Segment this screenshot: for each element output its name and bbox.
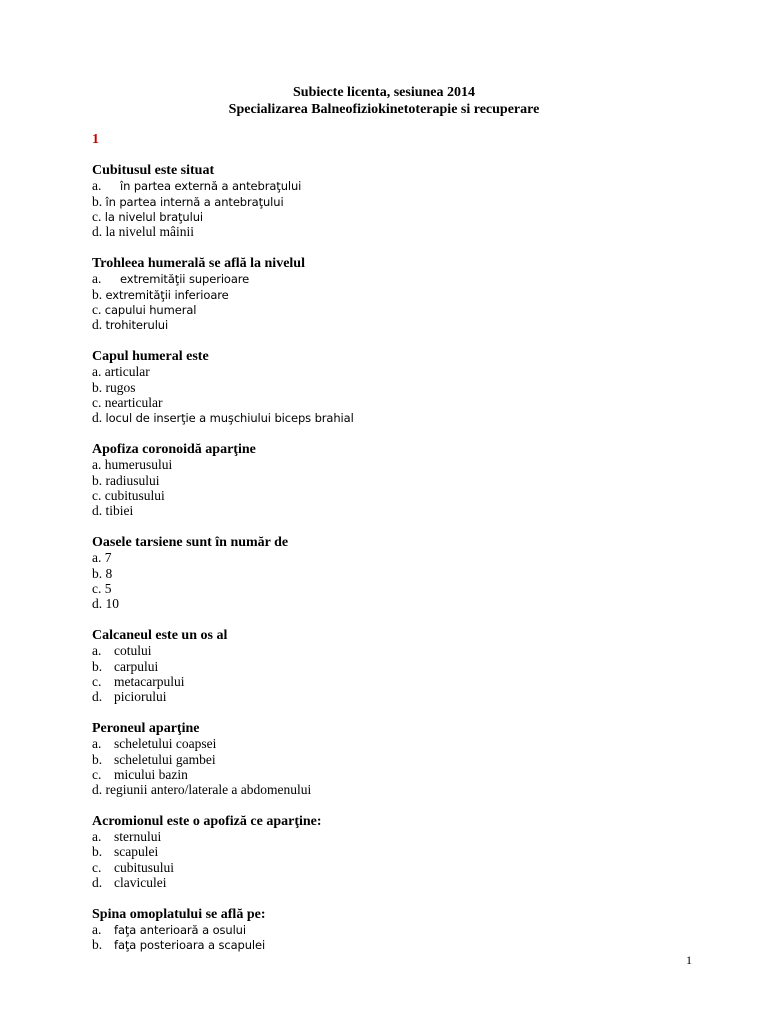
option-item xyxy=(92,736,712,751)
option-text: trohiterului xyxy=(105,318,169,333)
option-text: scheletului gambei xyxy=(114,751,216,767)
option-letter: c. xyxy=(92,208,102,224)
option-text: metacarpului xyxy=(114,673,185,689)
option-text: extremităţii superioare xyxy=(120,272,250,287)
option-text: faţa anterioară a osului xyxy=(114,923,246,938)
option-list xyxy=(92,829,712,890)
option-text: extremităţii inferioare xyxy=(105,287,229,302)
option-item xyxy=(92,596,712,611)
option-letter: b. xyxy=(92,751,103,767)
question-8 xyxy=(92,814,712,890)
question-title: Oasele tarsiene sunt în număr de xyxy=(92,534,289,550)
option-letter: b. xyxy=(92,193,103,209)
option-text: în partea internă a antebraţului xyxy=(105,194,284,209)
option-letter: d. xyxy=(92,689,103,705)
option-text: capului humeral xyxy=(104,302,197,317)
option-letter: a. xyxy=(92,364,102,380)
question-title: Peroneul aparţine xyxy=(92,720,200,736)
option-text: faţa posterioara a scapulei xyxy=(114,938,266,953)
option-letter: a. xyxy=(92,736,102,752)
option-letter: c. xyxy=(92,673,102,689)
option-text: 10 xyxy=(105,596,119,612)
option-text: articular xyxy=(104,364,150,380)
option-item xyxy=(92,860,712,875)
option-item xyxy=(92,410,712,425)
question-1 xyxy=(92,163,712,239)
question-title: Spina omoplatului se află pe: xyxy=(92,906,266,922)
option-item xyxy=(92,782,712,797)
option-item xyxy=(92,271,712,286)
option-item xyxy=(92,643,712,658)
question-6 xyxy=(92,628,712,704)
option-text: tibiei xyxy=(105,503,134,519)
option-text: regiunii antero/laterale a abdomenului xyxy=(105,782,312,798)
option-letter: c. xyxy=(92,580,102,596)
option-letter: b. xyxy=(92,472,103,488)
option-item xyxy=(92,829,712,844)
option-text: locul de inserţie a muşchiului biceps brahial xyxy=(105,411,354,426)
question-title: Trohleea humerală se află la nivelul xyxy=(92,255,305,271)
option-item xyxy=(92,875,712,890)
option-letter: b. xyxy=(92,379,103,395)
option-letter: c. xyxy=(92,487,102,503)
question-2 xyxy=(92,256,712,332)
option-text: 7 xyxy=(104,550,112,566)
option-item xyxy=(92,566,712,581)
option-text: radiusului xyxy=(105,472,160,488)
option-letter: c. xyxy=(92,766,102,782)
option-text: carpului xyxy=(114,658,159,674)
option-text: în partea externă a antebraţului xyxy=(120,179,302,194)
option-text: scheletului coapsei xyxy=(114,736,217,752)
option-text: nearticular xyxy=(104,394,163,410)
option-item xyxy=(92,395,712,410)
option-text: cotului xyxy=(114,643,152,659)
option-text: piciorului xyxy=(114,689,167,705)
option-item xyxy=(92,287,712,302)
question-title: Apofiza coronoidă aparţine xyxy=(92,441,256,457)
option-item xyxy=(92,752,712,767)
option-letter: b. xyxy=(92,565,103,581)
option-item xyxy=(92,209,712,224)
option-text: 8 xyxy=(105,565,113,581)
document-header xyxy=(0,84,768,118)
question-title: Calcaneul este un os al xyxy=(92,627,228,643)
option-letter: d. xyxy=(92,596,103,612)
question-5 xyxy=(92,535,712,611)
option-list xyxy=(92,922,712,953)
option-item xyxy=(92,844,712,859)
option-letter: b. xyxy=(92,937,103,953)
option-letter: c. xyxy=(92,859,102,875)
option-text: sternului xyxy=(114,829,162,845)
question-9 xyxy=(92,907,712,953)
option-letter: d. xyxy=(92,224,103,240)
option-letter: d. xyxy=(92,875,103,891)
option-letter: c. xyxy=(92,394,102,410)
option-text: la nivelul braţului xyxy=(104,209,203,224)
question-title: Capul humeral este xyxy=(92,348,209,364)
option-letter: a. xyxy=(92,550,102,566)
option-item xyxy=(92,457,712,472)
question-list xyxy=(92,163,712,969)
option-item xyxy=(92,317,712,332)
option-item xyxy=(92,224,712,239)
option-list xyxy=(92,271,712,332)
option-item xyxy=(92,922,712,937)
option-letter: d. xyxy=(92,317,103,333)
option-list xyxy=(92,178,712,239)
option-letter: a. xyxy=(92,178,102,194)
option-letter: b. xyxy=(92,286,103,302)
option-item xyxy=(92,178,712,193)
option-item xyxy=(92,689,712,704)
option-letter: a. xyxy=(92,829,102,845)
option-item xyxy=(92,503,712,518)
option-item xyxy=(92,674,712,689)
option-item xyxy=(92,473,712,488)
option-item xyxy=(92,364,712,379)
question-4 xyxy=(92,442,712,518)
option-list xyxy=(92,457,712,518)
option-letter: b. xyxy=(92,658,103,674)
question-3 xyxy=(92,349,712,425)
option-list xyxy=(92,736,712,797)
option-text: rugos xyxy=(105,379,136,395)
header-subtitle: Specializarea Balneofiziokinetoterapie si recuperare xyxy=(228,102,540,117)
option-text: scapulei xyxy=(114,844,159,860)
section-number: 1 xyxy=(92,132,99,147)
option-letter: b. xyxy=(92,844,103,860)
option-letter: a. xyxy=(92,643,102,659)
option-item xyxy=(92,937,712,952)
option-list xyxy=(92,364,712,425)
option-text: la nivelul mâinii xyxy=(105,224,194,240)
option-letter: a. xyxy=(92,922,102,938)
option-list xyxy=(92,643,712,704)
option-text: cubitusului xyxy=(104,487,165,503)
option-item xyxy=(92,194,712,209)
header-title: Subiecte licenta, sesiunea 2014 xyxy=(293,85,475,100)
option-item xyxy=(92,380,712,395)
option-letter: d. xyxy=(92,410,103,426)
option-item xyxy=(92,581,712,596)
option-text: micului bazin xyxy=(114,766,188,782)
option-text: 5 xyxy=(104,580,112,596)
question-7 xyxy=(92,721,712,797)
option-item xyxy=(92,302,712,317)
option-letter: c. xyxy=(92,301,102,317)
option-text: humerusului xyxy=(104,457,173,473)
option-letter: a. xyxy=(92,271,102,287)
option-letter: d. xyxy=(92,503,103,519)
option-item xyxy=(92,488,712,503)
option-text: claviculei xyxy=(114,875,167,891)
option-text: cubitusului xyxy=(114,859,174,875)
question-title: Cubitusul este situat xyxy=(92,163,215,178)
option-letter: a. xyxy=(92,457,102,473)
option-letter: d. xyxy=(92,782,103,798)
question-title: Acromionul este o apofiză ce aparţine: xyxy=(92,813,322,829)
option-item xyxy=(92,659,712,674)
option-item xyxy=(92,550,712,565)
page-number: 1 xyxy=(686,953,692,967)
option-list xyxy=(92,550,712,611)
option-item xyxy=(92,767,712,782)
